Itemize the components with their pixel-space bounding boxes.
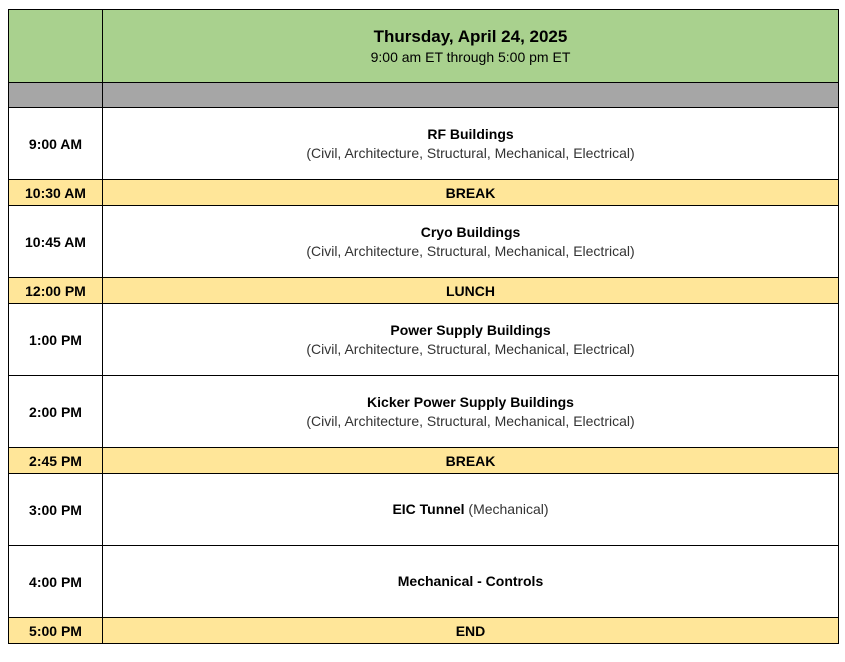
session-title: Kicker Power Supply Buildings [367,393,574,410]
spacer-row [9,83,839,108]
session-title: Mechanical - Controls [397,573,544,589]
break-label: BREAK [103,448,839,474]
session-cell [103,206,839,278]
time-cell: 2:00 PM [9,376,103,448]
session-cell [103,474,839,546]
session-cell [103,304,839,376]
end-label: END [103,618,839,644]
time-cell: 12:00 PM [9,278,103,304]
agenda-table [8,9,839,644]
session-row [9,474,839,546]
end-row [9,618,839,644]
agenda-hours: 9:00 am ET through 5:00 pm ET [370,49,571,65]
time-cell: 4:00 PM [9,546,103,618]
time-cell: 10:45 AM [9,206,103,278]
session-row [9,304,839,376]
session-disciplines: (Civil, Architecture, Structural, Mechanical, Electrical) [306,144,635,161]
session-cell [103,108,839,180]
session-cell [103,376,839,448]
break-label: BREAK [103,180,839,206]
break-row [9,180,839,206]
session-title: RF Buildings [427,125,514,142]
spacer-cell [103,83,839,108]
session-title: Cryo Buildings [420,223,521,240]
time-cell: 1:00 PM [9,304,103,376]
header-title-cell [103,10,839,83]
session-disciplines: (Civil, Architecture, Structural, Mechanical, Electrical) [306,412,635,429]
spacer-cell [9,83,103,108]
session-title-line [103,500,838,519]
break-row [9,448,839,474]
session-row [9,546,839,618]
time-cell: 2:45 PM [9,448,103,474]
time-cell: 9:00 AM [9,108,103,180]
lunch-row [9,278,839,304]
session-disciplines: (Civil, Architecture, Structural, Mechanical, Electrical) [306,340,635,357]
time-cell: 5:00 PM [9,618,103,644]
header-time-cell [9,10,103,83]
session-title: EIC Tunnel [392,501,465,517]
session-disciplines: (Mechanical) [468,501,549,517]
session-cell [103,546,839,618]
session-row [9,206,839,278]
lunch-label: LUNCH [103,278,839,304]
agenda-date: Thursday, April 24, 2025 [373,27,568,46]
session-disciplines: (Civil, Architecture, Structural, Mechanical, Electrical) [306,242,635,259]
session-title: Power Supply Buildings [390,321,551,338]
time-cell: 3:00 PM [9,474,103,546]
session-row [9,376,839,448]
header-row [9,10,839,83]
time-cell: 10:30 AM [9,180,103,206]
session-row [9,108,839,180]
